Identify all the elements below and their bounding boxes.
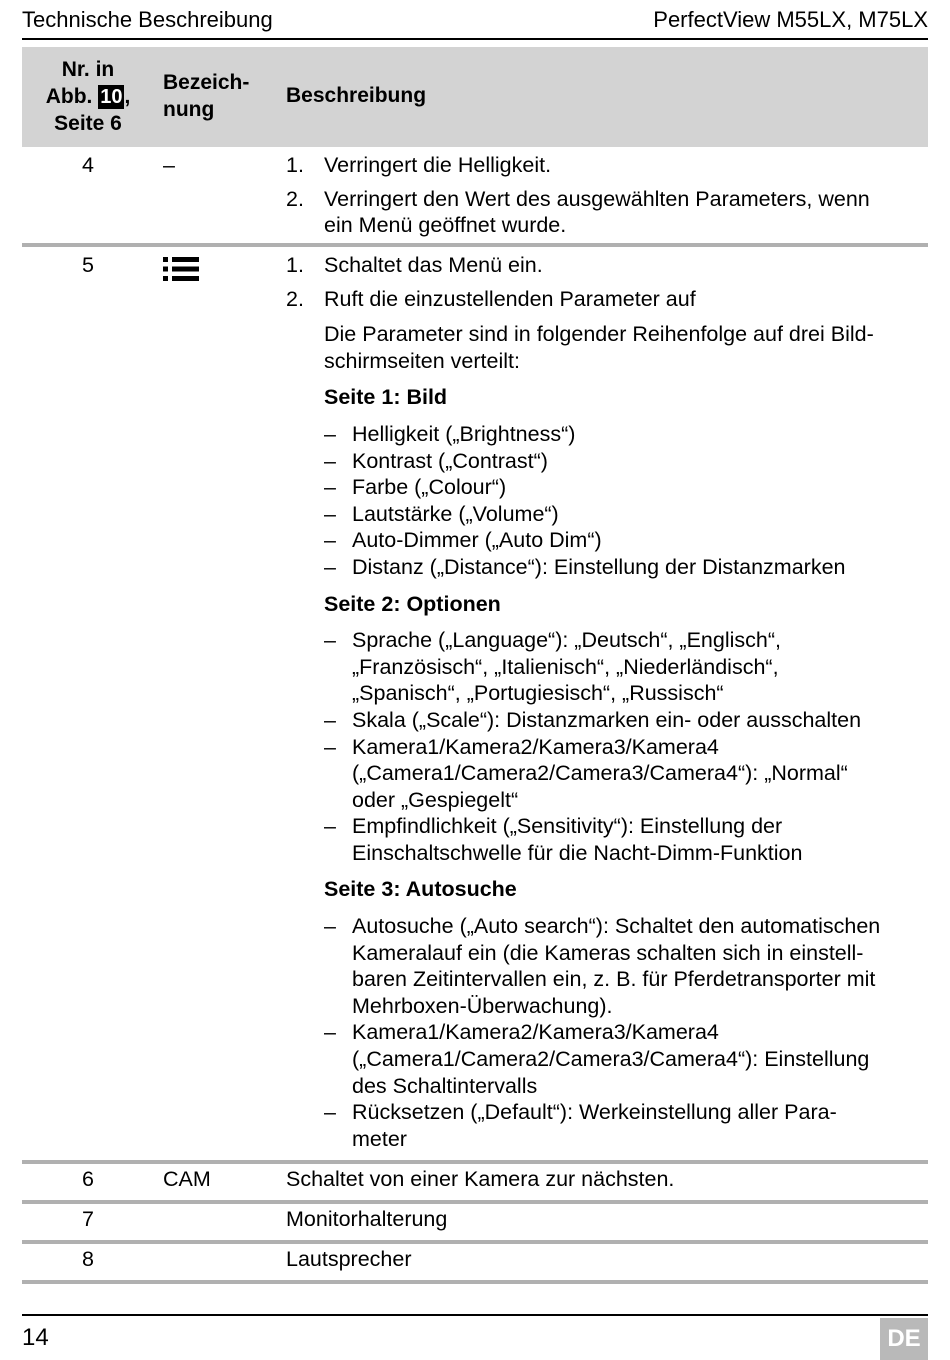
list-item-number: 1.	[286, 153, 304, 177]
footer-divider	[22, 1314, 928, 1316]
list-item-text: „Französisch“, „Italienisch“, „Niederländisch“,	[352, 654, 779, 679]
list-item-text: Einschaltschwelle für die Nacht-Dimm-Funktion	[352, 840, 803, 865]
row-description	[286, 152, 928, 239]
list-item-text: Distanz („Distance“): Einstellung der Distanzmarken	[352, 554, 846, 579]
column-header-nr-suffix: ,	[124, 85, 131, 108]
column-header-bez-line1: Bezeich-	[163, 71, 250, 94]
row-label: CAM	[163, 1167, 211, 1191]
column-header-nr-line1: Nr. in	[61, 58, 115, 81]
list-item-text: Skala („Scale“): Distanzmarken ein- oder ausschalten	[352, 707, 862, 732]
list-item	[286, 152, 928, 179]
section-title: Technische Beschreibung	[22, 7, 273, 32]
row-description: Lautsprecher	[286, 1247, 412, 1271]
list-item-text: Lautstärke („Volume“)	[352, 501, 559, 526]
list-item-text: („Camera1/Camera2/Camera3/Camera4“): Einstellung	[352, 1047, 870, 1072]
section-heading-autosuche: Seite 3: Autosuche	[324, 877, 517, 902]
section-list-autosuche	[286, 913, 928, 1152]
parameter-intro	[286, 321, 928, 374]
list-item-text: Schaltet das Menü ein.	[324, 253, 543, 277]
list-item-text: Sprache („Language“): „Deutsch“, „Englisch“,	[352, 628, 781, 653]
list-item-text: Kontrast („Contrast“)	[352, 448, 548, 473]
row-description: Monitorhalterung	[286, 1207, 448, 1231]
list-item	[286, 627, 928, 707]
list-item	[286, 813, 928, 866]
page-number: 14	[22, 1324, 49, 1351]
list-item-text: Rücksetzen („Default“): Werkeinstellung aller Para-	[352, 1100, 837, 1125]
list-item-text: Verringert die Helligkeit.	[324, 153, 552, 177]
list-item	[286, 474, 928, 501]
list-item-text: oder „Gespiegelt“	[352, 787, 519, 812]
list-item-text: meter	[352, 1126, 407, 1151]
dash-bullet: –	[324, 475, 336, 500]
list-item-number: 1.	[286, 253, 304, 277]
column-header-nr-line3: Seite 6	[54, 112, 122, 135]
dash-bullet: –	[324, 914, 336, 939]
list-item	[286, 554, 928, 581]
row-number: 7	[82, 1207, 94, 1231]
dash-bullet: –	[324, 707, 336, 732]
list-item-text: Mehrboxen-Überwachung).	[352, 993, 613, 1018]
column-header-beschreibung: Beschreibung	[286, 84, 427, 107]
list-item-text: des Schaltintervalls	[352, 1073, 538, 1098]
column-header-bezeichnung	[163, 69, 249, 123]
dash-bullet: –	[324, 734, 336, 759]
column-header-nr	[22, 56, 154, 137]
intro-line: Die Parameter sind in folgender Reihenfolge auf drei Bild-	[324, 322, 874, 347]
row-divider	[22, 1240, 928, 1244]
list-item	[286, 1099, 928, 1152]
dash-bullet: –	[324, 814, 336, 839]
section-heading-bild: Seite 1: Bild	[324, 385, 448, 410]
column-header-nr-prefix: Abb.	[45, 85, 99, 108]
list-item	[286, 913, 928, 1019]
list-item-text: Auto-Dimmer („Auto Dim“)	[352, 528, 602, 553]
row-number: 6	[82, 1167, 94, 1191]
dash-bullet: –	[324, 628, 336, 653]
dash-bullet: –	[324, 448, 336, 473]
list-item-number: 2.	[286, 186, 304, 211]
list-item-text: Kamera1/Kamera2/Kamera3/Kamera4	[352, 734, 719, 759]
list-item-text: Kameralauf ein (die Kameras schalten sich in einstell-	[352, 940, 864, 965]
list-item-text: Farbe („Colour“)	[352, 475, 507, 500]
row-number: 8	[82, 1247, 94, 1271]
list-item	[286, 186, 928, 239]
product-title: PerfectView M55LX, M75LX	[653, 7, 928, 32]
list-item	[286, 527, 928, 554]
language-badge: DE	[880, 1318, 928, 1360]
list-item-text: „Spanisch“, „Portugiesisch“, „Russisch“	[352, 681, 724, 706]
list-item-text: Autosuche („Auto search“): Schaltet den automatischen	[352, 914, 881, 939]
list-item-number: 2.	[286, 286, 304, 311]
dash-bullet: –	[324, 528, 336, 553]
list-item	[286, 734, 928, 814]
dash-bullet: –	[324, 421, 336, 446]
list-item	[286, 448, 928, 475]
list-item	[286, 252, 928, 279]
dash-bullet: –	[324, 1100, 336, 1125]
section-list-bild	[286, 421, 928, 581]
page-header	[22, 4, 928, 40]
row-label: –	[163, 153, 175, 177]
row-number: 4	[82, 153, 94, 177]
list-item	[286, 286, 928, 313]
dash-bullet: –	[324, 554, 336, 579]
row-divider	[22, 243, 928, 247]
column-header-nr-line2	[22, 83, 154, 110]
row-divider	[22, 1280, 928, 1284]
list-item	[286, 707, 928, 734]
row-divider	[22, 1200, 928, 1204]
menu-list-icon	[163, 257, 199, 281]
list-item-text: („Camera1/Camera2/Camera3/Camera4“): „Normal“	[352, 761, 848, 786]
section-heading-optionen: Seite 2: Optionen	[324, 591, 501, 616]
dash-bullet: –	[324, 1020, 336, 1045]
figure-reference-badge: 10	[100, 86, 123, 108]
list-item-text: Verringert den Wert des ausgewählten Parameters, wenn	[324, 186, 870, 211]
section-list-optionen	[286, 627, 928, 866]
list-item-text: Empfindlichkeit („Sensitivity“): Einstellung der	[352, 814, 783, 839]
list-item-text: baren Zeitintervallen ein, z. B. für Pferdetransporter mit	[352, 967, 876, 992]
intro-line: schirmseiten verteilt:	[324, 348, 520, 373]
column-header-bez-line2: nung	[163, 98, 215, 121]
list-item-text: Ruft die einzustellenden Parameter auf	[324, 286, 696, 311]
row-divider	[22, 1160, 928, 1164]
row-number: 5	[82, 253, 94, 277]
table-header	[22, 47, 928, 147]
list-item-text: Kamera1/Kamera2/Kamera3/Kamera4	[352, 1020, 719, 1045]
list-item	[286, 421, 928, 448]
row-description	[286, 252, 928, 1152]
list-item	[286, 501, 928, 528]
list-item-text: ein Menü geöffnet wurde.	[324, 213, 567, 238]
row-description: Schaltet von einer Kamera zur nächsten.	[286, 1167, 675, 1191]
list-item-text: Helligkeit („Brightness“)	[352, 421, 576, 446]
dash-bullet: –	[324, 501, 336, 526]
list-item	[286, 1019, 928, 1099]
